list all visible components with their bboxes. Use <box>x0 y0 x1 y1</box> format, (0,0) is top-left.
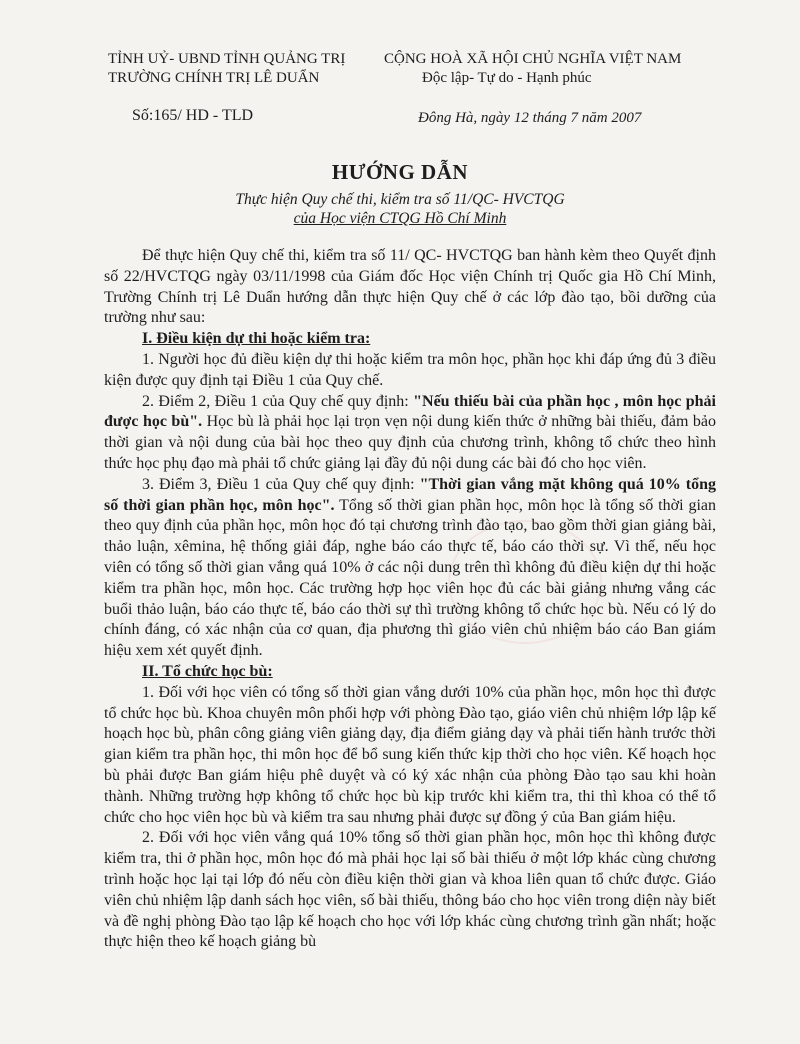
issuer-line-1: TỈNH UỶ- UBND TỈNH QUẢNG TRỊ <box>108 51 346 67</box>
document-subtitle-1: Thực hiện Quy chế thi, kiểm tra số 11/QC- HVCTQG <box>235 191 565 208</box>
document-title: HƯỚNG DẪN <box>331 160 469 184</box>
p3-lead: 3. Điểm 3, Điều 1 của Quy chế quy định: <box>142 475 420 493</box>
p2-lead: 2. Điểm 2, Điều 1 của Quy chế quy định: <box>142 392 414 410</box>
section-2-heading: II. Tổ chức học bù: <box>142 662 273 680</box>
intro-paragraph: Để thực hiện Quy chế thi, kiểm tra số 11/ QC- HVCTQG ban hành kèm theo Quyết định số 22/HVCTQG ngày 03/11/1998 của Giám đốc Học viện Chính trị Quốc gia Hồ Chí Minh, Trường Chính trị Lê Duẩn hướng dẫn thực hiện Quy chế ở các lớp đào tạo, bồi dưỡng của trường như sau: <box>104 247 716 327</box>
section-1-paragraph-2 <box>104 392 716 475</box>
section-2-paragraph-2: 2. Đối với học viên vắng quá 10% tổng số thời gian phần học, môn học thì không được kiểm tra, thi ở phần học, môn học đó mà phải học lại số bài thiếu ở một lớp khác cùng chương trình hoặc học lại tại lớp đó nếu còn điều kiện thời gian và khoa liên quan tổ chức được. Giáo viên chủ nhiệm lập danh sách học viên, số bài thiếu, thông báo cho học viên trong diện này biết và đề nghị phòng Đào tạo lập kế hoạch cho học với lớp khác cùng chương trình gần nhất; hoặc thực hiện theo kế hoạch giảng bù <box>104 829 716 951</box>
section-1-paragraph-1: 1. Người học đủ điều kiện dự thi hoặc kiểm tra môn học, phần học khi đáp ứng đủ 3 điều kiện được quy định tại Điều 1 của Quy chế. <box>104 350 716 389</box>
section-1-paragraph-3 <box>104 475 716 662</box>
issuer-line-2: TRƯỜNG CHÍNH TRỊ LÊ DUẨN <box>108 70 320 86</box>
section-2-paragraph-1: 1. Đối với học viên có tổng số thời gian vắng dưới 10% của phần học, môn học thì được tổ chức học bù. Khoa chuyên môn phối hợp với phòng Đào tạo, giáo viên chủ nhiệm lớp lập kế hoạch học bù, phân công giảng viên giảng dạy, địa điểm giảng dạy và phải tiến hành trước thời gian kiểm tra phần học, thi môn học để bổ sung kiến thức kịp thời cho học viên. Kế hoạch học bù phải được Ban giám hiệu phê duyệt và có ký xác nhận của phòng Đào tạo sau khi hoàn thành. Những trường hợp không tổ chức học bù kịp trước khi kiểm tra, thi thì khoa có thể tổ chức cho học viên học bù và kiểm tra sau nhưng phải được sự đồng ý của Ban giám hiệu. <box>104 683 716 826</box>
national-heading <box>384 50 714 88</box>
national-motto: Độc lập- Tự do - Hạnh phúc <box>422 70 592 86</box>
document-body <box>104 246 716 953</box>
document-date: Đông Hà, ngày 12 tháng 7 năm 2007 <box>418 110 642 126</box>
document-subtitle-2: của Học viện CTQG Hồ Chí Minh <box>293 210 507 227</box>
p3-quote: "Thời gian vắng mặt không quá 10% tổng số thời gian phần học, môn học". <box>104 475 717 514</box>
issuer-block <box>108 50 398 88</box>
national-title: CỘNG HOÀ XÃ HỘI CHỦ NGHĨA VIỆT NAM <box>384 51 682 67</box>
document-number: Số:165/ HD - TLD <box>132 107 254 124</box>
section-1-heading: I. Điều kiện dự thi hoặc kiểm tra: <box>142 330 371 348</box>
p3-rest: Tổng số thời gian phần học, môn học là tổng số thời gian theo quy định của phần học, môn học đó tại chương trình đào tạo, bao gồm thời gian giảng bài, thảo luận, xêmina, hệ thống giải đáp, nghe báo cáo thực tế, báo cáo thời sự. Vì thế, nếu học viên có tổng số thời gian vắng quá 10% ở các nội dung trên thì không đủ điều kiện dự thi hoặc kiểm tra phần học, môn học. Các trường hợp học viên học đủ các bài giảng nhưng vắng các buổi thảo luận, báo cáo thực tế, báo cáo thời sự thì trường không tổ chức học bù. Nếu có lý do chính đáng, có xác nhận của cơ quan, địa phương thì giáo viên chủ nhiệm báo cáo Ban giám hiệu xem xét quyết định. <box>104 496 716 660</box>
p2-quote: "Nếu thiếu bài của phần học , môn học phải được học bù". <box>104 392 716 431</box>
p2-rest: Học bù là phải học lại trọn vẹn nội dung kiến thức ở những bài thiếu, đảm bảo thời gian và nội dung của bài học theo quy định của chương trình, không tổ chức theo hình thức học phụ đạo mà phải tổ chức giảng lại đầy đủ nội dung các bài đó cho học viên. <box>104 413 717 472</box>
